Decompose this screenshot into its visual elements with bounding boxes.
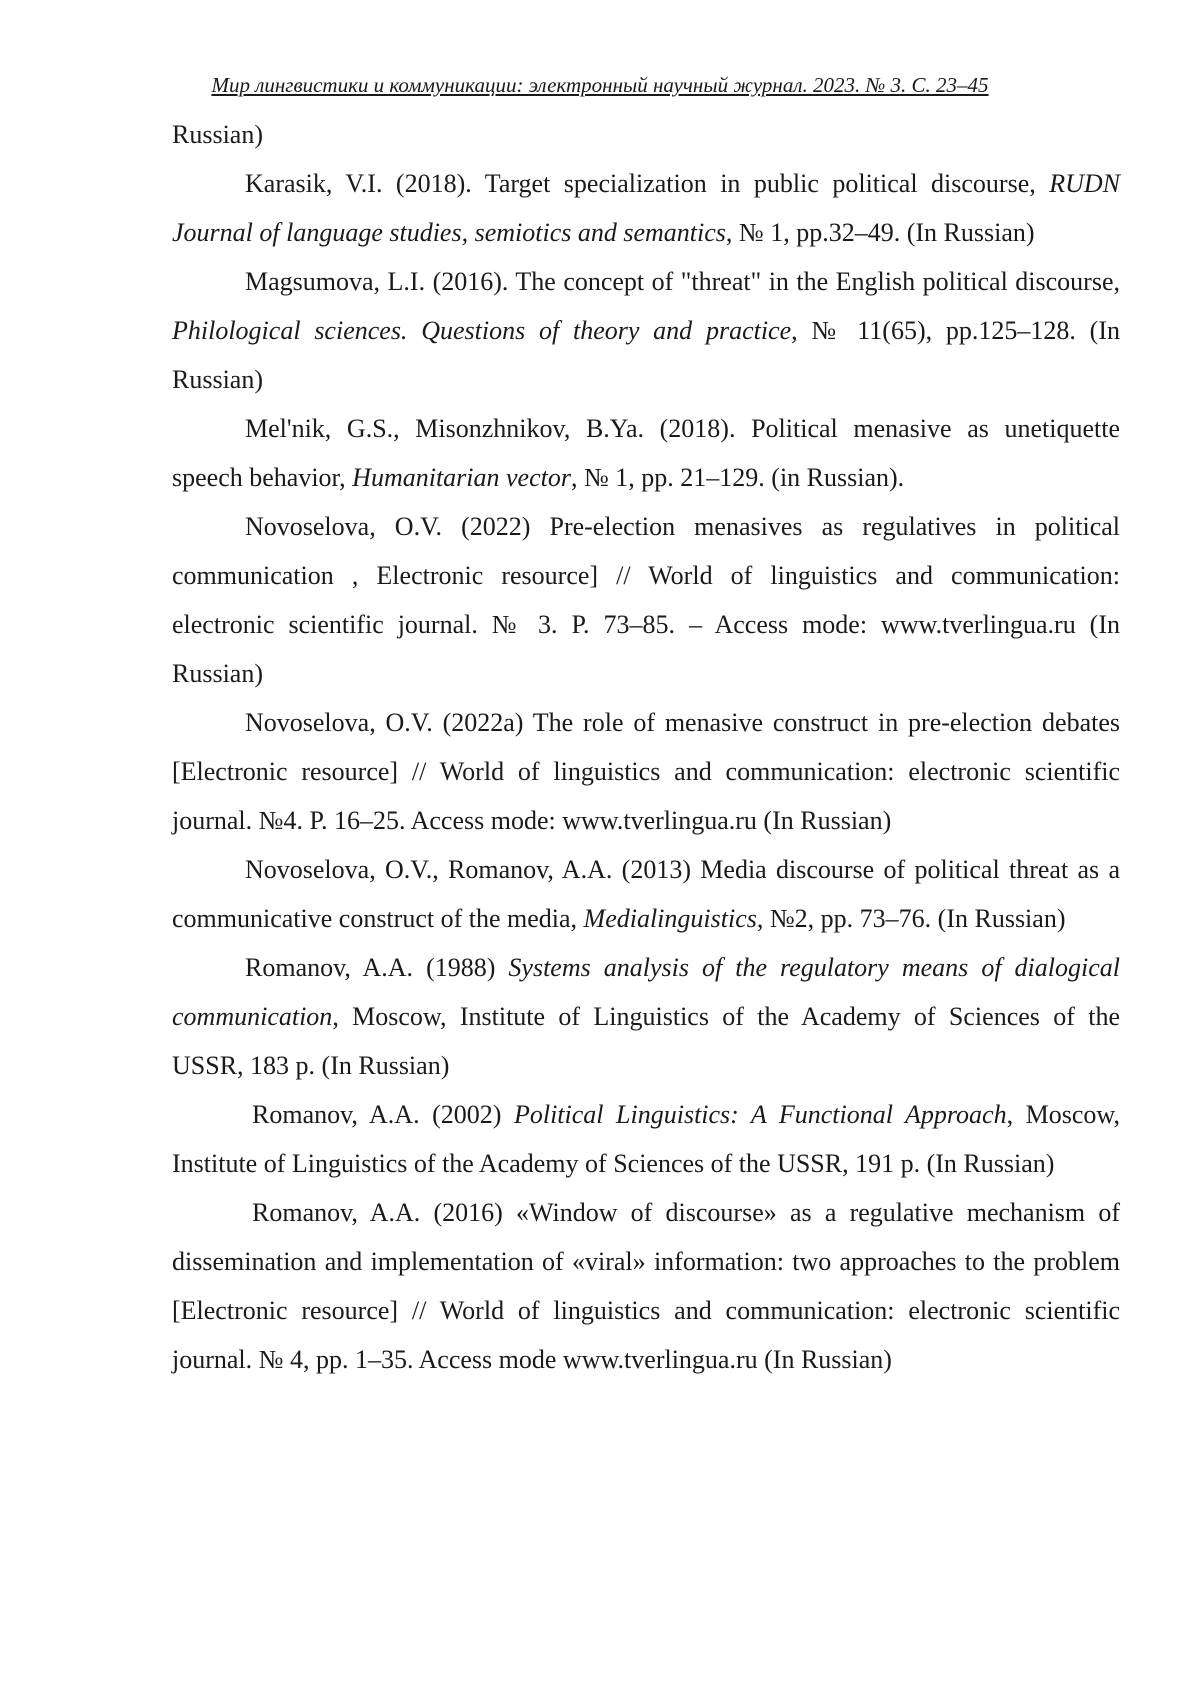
reference-source-title: Humanitarian vector — [352, 463, 571, 492]
reference-text: , № 1, pp.32–49. (In Russian) — [725, 218, 1035, 247]
reference-source-title: Medialinguistics — [583, 904, 757, 933]
reference-romanov-2016: Romanov, A.A. (2016) «Window of discourse» as a regulative mechanism of dissemination and implementation of «viral» information: two approaches to the problem [Electronic resource] // World of linguistics and communication: electronic scientific journal. № 4, pp. 1–35. Access mode www.tverlingua.ru (In Russian) — [172, 1198, 1120, 1374]
reference-list — [172, 110, 1120, 1384]
reference-novoselova-2022: Novoselova, O.V. (2022) Pre-election menasives as regulatives in political communication , Electronic resource] // World of linguistics and communication: electronic scientific journal. № 3. P. 73–85. – Access mode: www.tverlingua.ru (In Russian) — [172, 512, 1120, 688]
running-header: Мир лингвистики и коммуникации: электронный научный журнал. 2023. № 3. С. 23–45 — [211, 73, 989, 97]
reference-text: , № 1, pp. 21–129. (in Russian). — [570, 463, 905, 492]
reference-source-title: Political Linguistics: A Functional Approach — [513, 1100, 1007, 1129]
reference-text: , № 11(65), pp.125–128. (In Russian) — [172, 316, 1120, 394]
reference-source-title: RUDN Journal of language studies, semiotics and semantics — [172, 169, 1120, 247]
reference-text: Magsumova, L.I. (2016). The concept of "threat" in the English political discourse, — [245, 267, 1120, 296]
reference-novoselova-2022a: Novoselova, O.V. (2022a) The role of menasive construct in pre-election debates [Electronic resource] // World of linguistics and communication: electronic scientific journal. №4. P. 16–25. Access mode: www.tverlingua.ru (In Russian) — [172, 708, 1120, 835]
reference-continuation: Russian) — [172, 120, 263, 149]
reference-text: Romanov, A.A. (2002) — [252, 1100, 514, 1129]
reference-novoselova-romanov-2013 — [172, 845, 1120, 943]
reference-romanov-1988 — [172, 943, 1120, 1090]
reference-magsumova-2016 — [172, 257, 1120, 404]
reference-romanov-2002 — [172, 1090, 1120, 1188]
reference-karasik-2018 — [172, 159, 1120, 257]
reference-text: , Moscow, Institute of Linguistics of the Academy of Sciences of the USSR, 183 p. (In Russian) — [172, 1002, 1120, 1080]
reference-text: , Moscow, Institute of Linguistics of the Academy of Sciences of the USSR, 191 p. (In Russian) — [172, 1100, 1120, 1178]
reference-text: Novoselova, O.V., Romanov, A.A. (2013) Media discourse of political threat as a communicative construct of the media, — [172, 855, 1120, 933]
reference-text: , №2, pp. 73–76. (In Russian) — [756, 904, 1066, 933]
reference-text: Mel'nik, G.S., Misonzhnikov, B.Ya. (2018). Political menasive as unetiquette speech behavior, — [172, 414, 1120, 492]
reference-text: Romanov, A.A. (1988) — [245, 953, 509, 982]
reference-source-title: Systems analysis of the regulatory means of dialogical communication — [172, 953, 1120, 1031]
reference-text: Karasik, V.I. (2018). Target specialization in public political discourse, — [245, 169, 1050, 198]
reference-source-title: Philological sciences. Questions of theory and practice — [172, 316, 792, 345]
reference-melnik-2018 — [172, 404, 1120, 502]
